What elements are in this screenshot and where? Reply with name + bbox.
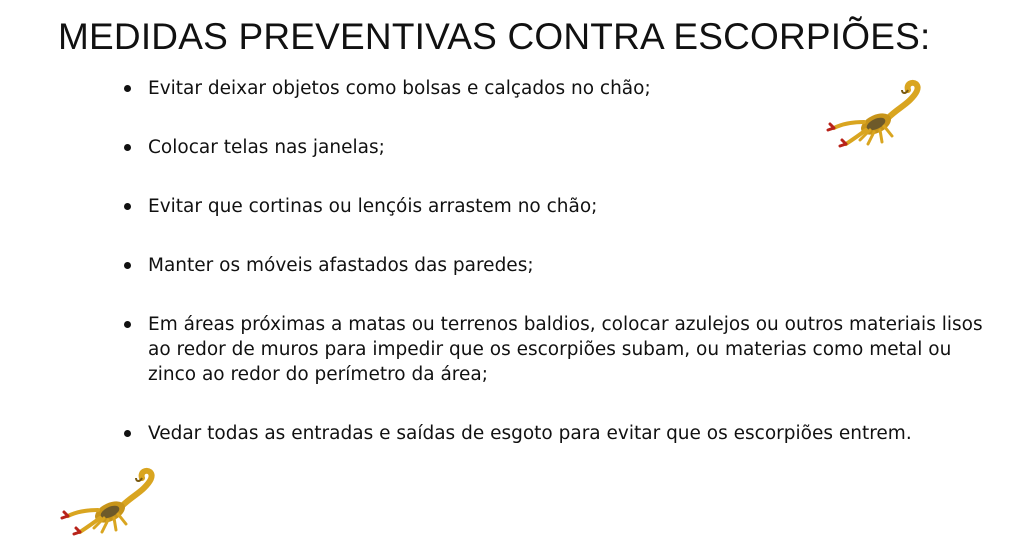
list-item: Vedar todas as entradas e saídas de esgoto para evitar que os escorpiões entrem. bbox=[122, 421, 992, 446]
list-item: Evitar que cortinas ou lençóis arrastem no chão; bbox=[122, 194, 992, 219]
list-item: Em áreas próximas a matas ou terrenos baldios, colocar azulejos ou outros materiais lisos ao redor de muros para impedir que os escorpiões subam, ou materias como metal ou zinco ao redor do perímetro da área; bbox=[122, 312, 992, 387]
list-item: Colocar telas nas janelas; bbox=[122, 135, 992, 160]
list-item: Evitar deixar objetos como bolsas e calçados no chão; bbox=[122, 76, 992, 101]
scorpion-icon bbox=[60, 466, 162, 538]
scorpion-icon bbox=[826, 78, 928, 150]
list-item: Manter os móveis afastados das paredes; bbox=[122, 253, 992, 278]
page-title: MEDIDAS PREVENTIVAS CONTRA ESCORPIÕES: bbox=[58, 16, 931, 57]
